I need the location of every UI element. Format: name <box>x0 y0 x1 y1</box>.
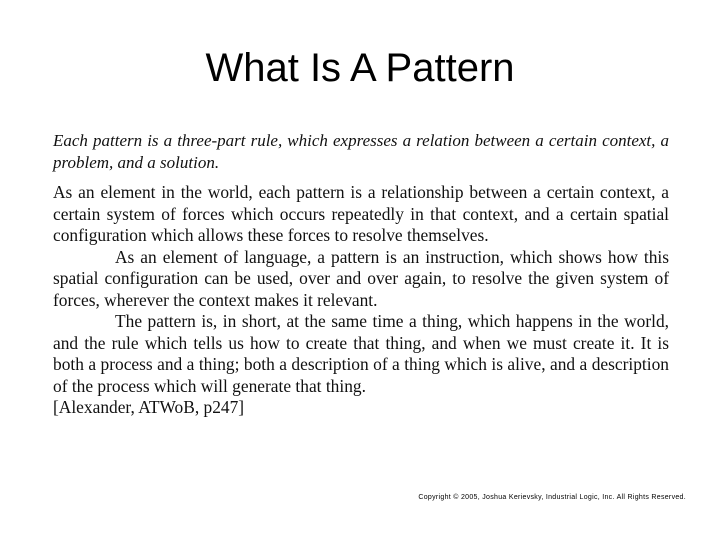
copyright-footer: Copyright © 2005, Joshua Kerievsky, Industrial Logic, Inc. All Rights Reserved. <box>418 494 686 501</box>
paragraph-world: As an element in the world, each pattern is a relationship between a certain context, a certain system of forces which occurs repeatedly in that context, and a certain spatial configuration which allows these forces to resolve themselves. <box>53 182 669 245</box>
paragraph-thing-and-rule: The pattern is, in short, at the same time a thing, which happens in the world, and the rule which tells us how to create that thing, and when we must create it. It is both a process and a thing; both a description of a thing which is alive, and a description of the process which will generate that thing. <box>53 311 669 396</box>
intro-definition: Each pattern is a three-part rule, which expresses a relation between a certain context, a problem, and a solution. <box>53 131 669 172</box>
slide-title: What Is A Pattern <box>205 46 515 90</box>
quote-block <box>53 130 669 419</box>
citation: [Alexander, ATWoB, p247] <box>53 397 245 417</box>
paragraph-language: As an element of language, a pattern is an instruction, which shows how this spatial configuration can be used, over and over again, to resolve the given system of forces, wherever the context makes it relevant. <box>53 246 669 310</box>
